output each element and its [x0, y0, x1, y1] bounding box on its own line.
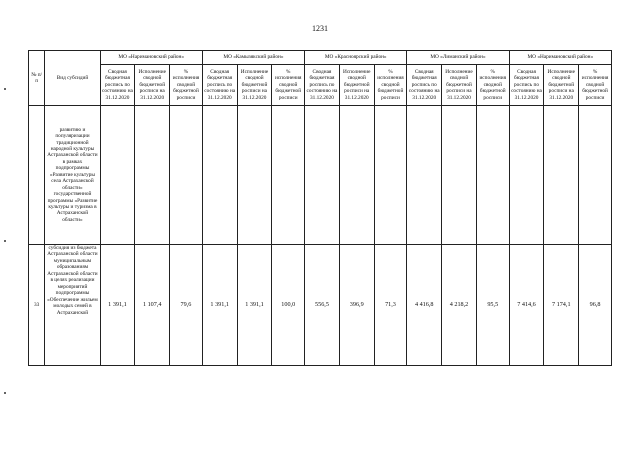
subcol-percent: % исполнения сводной бюджетной росписи: [374, 65, 407, 106]
value-cell: 396,9: [339, 245, 374, 366]
subcol-budget: Сводная бюджетная роспись по состоянию на 31.12.2020: [407, 65, 442, 106]
value-cell: 1 107,4: [135, 245, 170, 366]
subcol-execution: Исполнение сводной бюджетной росписи на 31.12.2020: [135, 65, 170, 106]
header-subsidy-type: Вид субсидий: [45, 51, 100, 106]
subcol-percent: % исполнения сводной бюджетной росписи: [476, 65, 509, 106]
value-cell: [202, 106, 237, 245]
value-cell: [442, 106, 477, 245]
binder-hole: [4, 392, 6, 394]
value-cell: [135, 106, 170, 245]
header-num: № п/п: [29, 51, 45, 106]
value-cell: 79,6: [170, 245, 203, 366]
value-cell: 95,5: [476, 245, 509, 366]
binder-hole: [4, 240, 6, 242]
district-header: МО «Лиманский район»: [407, 51, 509, 65]
subcol-execution: Исполнение сводной бюджетной росписи на 31.12.2020: [442, 65, 477, 106]
subsidy-description: развитию и популяризации традиционной народной культуры Астраханской области в рамках подпрограммы «Развитие культуры села Астраханской области» государственной программы «Развитие культуры и туризма в Астраханской области»: [45, 106, 100, 245]
value-cell: 100,0: [272, 245, 305, 366]
subcol-budget: Сводная бюджетная роспись по состоянию на 31.12.2020: [305, 65, 340, 106]
subsidy-description: субсидия из бюджета Астраханской области муниципальным образованиям Астраханской области в целях реализации мероприятий подпрограммы «Обеспечение жильем молодых семей в Астраханской: [45, 245, 100, 366]
value-cell: [509, 106, 544, 245]
subcol-execution: Исполнение сводной бюджетной росписи на 31.12.2020: [339, 65, 374, 106]
subcol-budget: Сводная бюджетная роспись по состоянию на 31.12.2020: [202, 65, 237, 106]
value-cell: 7 174,1: [544, 245, 579, 366]
subcol-budget: Сводная бюджетная роспись по состоянию на 31.12.2020: [509, 65, 544, 106]
value-cell: [305, 106, 340, 245]
subcol-percent: % исполнения сводной бюджетной росписи: [272, 65, 305, 106]
district-header: МО «Камызякский район»: [202, 51, 304, 65]
value-cell: 1 391,1: [202, 245, 237, 366]
district-header: МО «Красноярский район»: [305, 51, 407, 65]
value-cell: [544, 106, 579, 245]
header-row-subcolumns: [29, 65, 612, 106]
value-cell: 556,5: [305, 245, 340, 366]
value-cell: 96,8: [579, 245, 612, 366]
row-number: [29, 106, 45, 245]
subsidy-table: [28, 50, 612, 366]
subcol-percent: % исполнения сводной бюджетной росписи: [170, 65, 203, 106]
value-cell: 71,3: [374, 245, 407, 366]
district-header: МО «Наримановский район»: [509, 51, 611, 65]
value-cell: 4 416,8: [407, 245, 442, 366]
binder-hole: [4, 88, 6, 90]
value-cell: 7 414,6: [509, 245, 544, 366]
subcol-budget: Сводная бюджетная роспись по состоянию на 31.12.2020: [100, 65, 135, 106]
value-cell: [237, 106, 272, 245]
value-cell: [100, 106, 135, 245]
page-number: 1231: [312, 24, 328, 33]
value-cell: [374, 106, 407, 245]
value-cell: [272, 106, 305, 245]
district-header: МО «Наримановский район»: [100, 51, 202, 65]
value-cell: [476, 106, 509, 245]
value-cell: [407, 106, 442, 245]
value-cell: 1 391,1: [100, 245, 135, 366]
value-cell: [579, 106, 612, 245]
value-cell: [170, 106, 203, 245]
subcol-execution: Исполнение сводной бюджетной росписи на 31.12.2020: [237, 65, 272, 106]
table-row: [29, 106, 612, 245]
table-row: [29, 245, 612, 366]
value-cell: 4 218,2: [442, 245, 477, 366]
subcol-execution: Исполнение сводной бюджетной росписи на 31.12.2020: [544, 65, 579, 106]
row-number: 33: [29, 245, 45, 366]
value-cell: 1 391,1: [237, 245, 272, 366]
header-row-districts: [29, 51, 612, 65]
value-cell: [339, 106, 374, 245]
subcol-percent: % исполнения сводной бюджетной росписи: [579, 65, 612, 106]
